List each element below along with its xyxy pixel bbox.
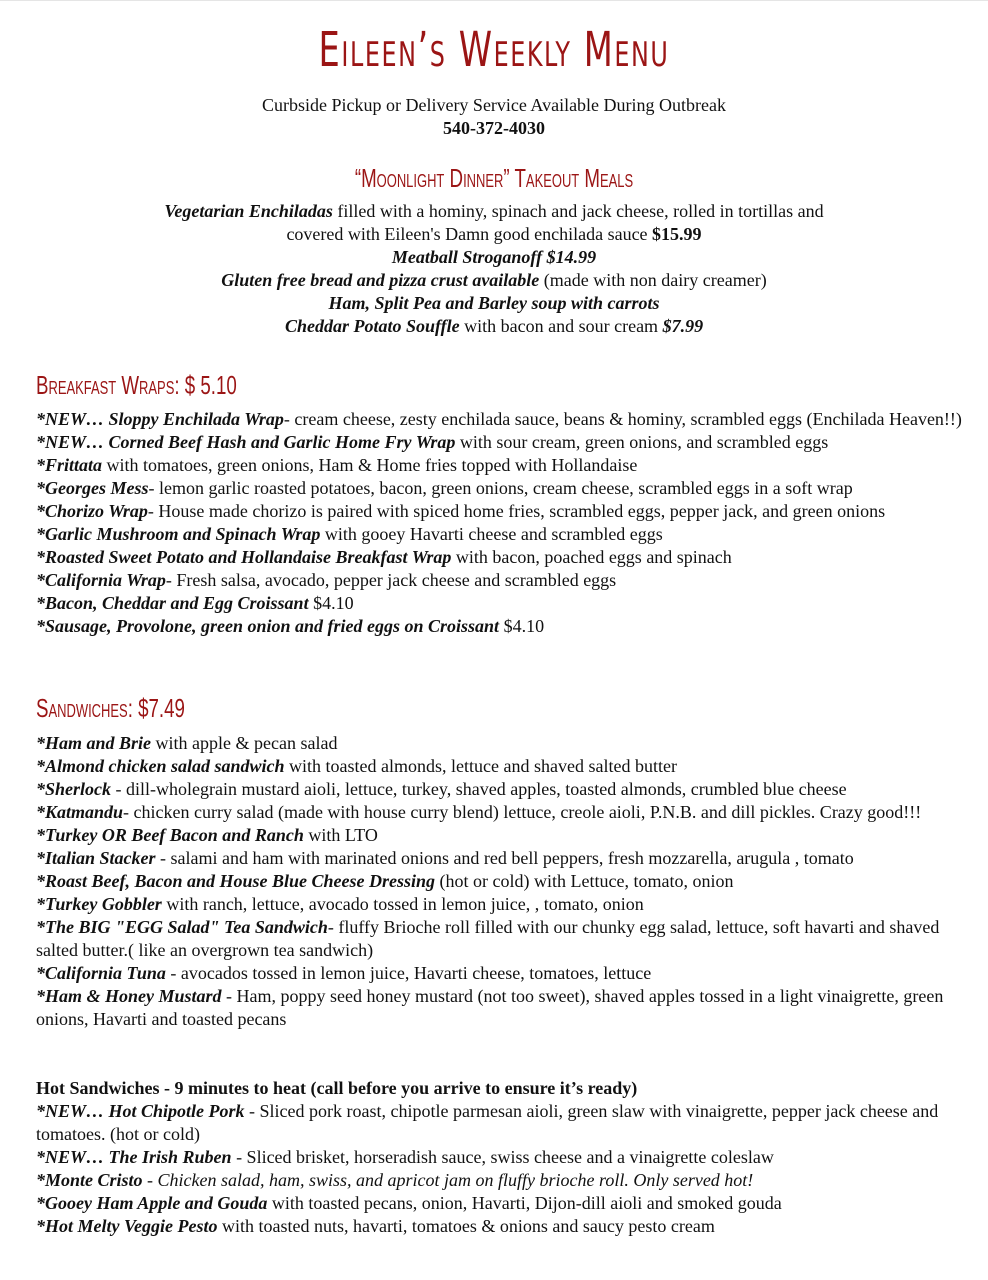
item-name: *Katmandu	[36, 802, 124, 822]
page-title: Eileen’s Weekly Menu	[318, 22, 670, 78]
list-item	[36, 431, 966, 454]
item-desc: with apple & pecan salad	[151, 733, 338, 753]
moonlight-item-gluten-free	[0, 269, 988, 292]
list-item	[36, 916, 966, 962]
item-desc: with toasted nuts, havarti, tomatoes & onions and saucy pesto cream	[217, 1216, 715, 1236]
item-price: $15.99	[652, 224, 702, 244]
list-item	[36, 755, 966, 778]
item-name: *California Wrap	[36, 570, 166, 590]
item-desc: with gooey Havarti cheese and scrambled eggs	[320, 524, 663, 544]
list-item	[36, 1100, 966, 1146]
item-desc: - cream cheese, zesty enchilada sauce, beans & hominy, scrambled eggs (Enchilada Heaven!!)	[283, 409, 962, 429]
item-desc: with toasted almonds, lettuce and shaved salted butter	[284, 756, 677, 776]
list-item	[36, 546, 966, 569]
item-name: *Hot Melty Veggie Pesto	[36, 1216, 218, 1236]
hot-sandwiches-heading: Hot Sandwiches - 9 minutes to heat (call before you arrive to ensure it’s ready)	[36, 1078, 638, 1098]
list-item	[36, 847, 966, 870]
list-item	[36, 408, 966, 431]
moonlight-item-stroganoff: Meatball Stroganoff $14.99	[391, 247, 597, 267]
list-item	[36, 523, 966, 546]
item-desc: $4.10	[308, 593, 354, 613]
list-item	[36, 985, 966, 1031]
item-name: *Sherlock	[36, 779, 112, 799]
hot-sandwiches-list	[36, 1077, 966, 1238]
item-desc: - Ham, poppy seed honey mustard (not too sweet), shaved apples tossed in a light vinaigrette, green onions, Havarti and toasted pecans	[36, 986, 944, 1029]
list-item	[36, 778, 966, 801]
item-desc: with tomatoes, green onions, Ham & Home fries topped with Hollandaise	[102, 455, 638, 475]
item-name: *Roasted Sweet Potato and Hollandaise Breakfast Wrap	[36, 547, 452, 567]
moonlight-dinner-heading: “Moonlight Dinner” Takeout Meals	[354, 163, 634, 193]
item-desc: (made with non dairy creamer)	[539, 270, 767, 290]
moonlight-item-souffle	[0, 315, 988, 338]
phone-number: 540-372-4030	[443, 118, 545, 138]
item-desc: - House made chorizo is paired with spiced home fries, scrambled eggs, pepper jack, and green onions	[147, 501, 886, 521]
item-name: *Italian Stacker	[36, 848, 156, 868]
item-name: Gluten free bread and pizza crust available	[221, 270, 540, 290]
item-desc: - Sliced pork roast, chipotle parmesan aioli, green slaw with vinaigrette, pepper jack cheese and tomatoes. (hot or cold)	[36, 1101, 939, 1144]
item-name: *Sausage, Provolone, green onion and fried eggs on Croissant	[36, 616, 500, 636]
list-item	[36, 1169, 966, 1192]
item-price: $7.99	[662, 316, 704, 336]
item-name: *Monte Cristo	[36, 1170, 143, 1190]
item-name: *Garlic Mushroom and Spinach Wrap	[36, 524, 321, 544]
item-desc: covered with Eileen's Damn good enchilada sauce	[286, 224, 653, 244]
item-desc: - salami and ham with marinated onions and red bell peppers, fresh mozzarella, arugula , tomato	[155, 848, 854, 868]
item-desc: with sour cream, green onions, and scrambled eggs	[455, 432, 829, 452]
item-name: *NEW… Hot Chipotle Pork	[36, 1101, 245, 1121]
sandwiches-heading: Sandwiches: $7.49	[36, 693, 185, 723]
item-desc: with ranch, lettuce, avocado tossed in lemon juice, , tomato, onion	[161, 894, 644, 914]
list-item	[36, 1215, 966, 1238]
item-name: *NEW… The Irish Ruben	[36, 1147, 232, 1167]
item-name: *Gooey Ham Apple and Gouda	[36, 1193, 268, 1213]
item-name: *Bacon, Cheddar and Egg Croissant	[36, 593, 309, 613]
service-subtitle: Curbside Pickup or Delivery Service Available During Outbreak	[261, 95, 727, 115]
list-item	[36, 1192, 966, 1215]
moonlight-item-enchiladas	[0, 200, 988, 223]
list-item	[36, 962, 966, 985]
item-name: *NEW… Sloppy Enchilada Wrap	[36, 409, 284, 429]
list-item	[36, 592, 966, 615]
moonlight-dinner-list	[0, 200, 988, 338]
sandwiches-list	[36, 732, 966, 1031]
item-name: *Chorizo Wrap	[36, 501, 148, 521]
item-desc: - chicken curry salad (made with house curry blend) lettuce, creole aioli, P.N.B. and dill pickles. Crazy good!!!	[123, 802, 922, 822]
list-item	[36, 801, 966, 824]
list-item	[36, 569, 966, 592]
item-desc: - dill-wholegrain mustard aioli, lettuce, turkey, shaved apples, toasted almonds, crumbled blue cheese	[111, 779, 847, 799]
list-item	[36, 870, 966, 893]
item-name: *Turkey OR Beef Bacon and Ranch	[36, 825, 304, 845]
item-name: *Frittata	[36, 455, 103, 475]
list-item	[36, 454, 966, 477]
breakfast-wraps-list	[36, 408, 966, 638]
item-desc: - avocados tossed in lemon juice, Havarti cheese, tomatoes, lettuce	[165, 963, 652, 983]
item-name: *Roast Beef, Bacon and House Blue Cheese Dressing	[36, 871, 436, 891]
list-item	[36, 615, 966, 638]
item-name: Cheddar Potato Souffle	[284, 316, 460, 336]
item-name: Vegetarian Enchiladas	[164, 201, 333, 221]
item-desc: (hot or cold) with Lettuce, tomato, onion	[435, 871, 734, 891]
list-item	[36, 1146, 966, 1169]
moonlight-item-enchiladas-cont	[0, 223, 988, 246]
top-divider	[0, 0, 988, 1]
item-desc: filled with a hominy, spinach and jack cheese, rolled in tortillas and	[332, 201, 824, 221]
moonlight-item-soup: Ham, Split Pea and Barley soup with carrots	[328, 293, 660, 313]
item-desc: - lemon garlic roasted potatoes, bacon, green onions, cream cheese, scrambled eggs in a soft wrap	[148, 478, 853, 498]
item-name: *Ham & Honey Mustard	[36, 986, 222, 1006]
item-desc: - fluffy Brioche roll filled with our chunky egg salad, lettuce, soft havarti and shaved salted butter.( like an overgrown tea sandwich)	[36, 917, 940, 960]
item-name: *Ham and Brie	[36, 733, 152, 753]
item-desc: with LTO	[303, 825, 378, 845]
item-desc: with bacon and sour cream	[459, 316, 663, 336]
item-desc: - Chicken salad, ham, swiss, and apricot jam on fluffy brioche roll. Only served hot!	[142, 1170, 754, 1190]
list-item	[36, 893, 966, 916]
item-desc: - Fresh salsa, avocado, pepper jack cheese and scrambled eggs	[165, 570, 617, 590]
list-item	[36, 732, 966, 755]
item-name: *NEW… Corned Beef Hash and Garlic Home Fry Wrap	[36, 432, 456, 452]
list-item	[36, 500, 966, 523]
item-name: *California Tuna	[36, 963, 166, 983]
item-desc: $4.10	[499, 616, 545, 636]
list-item	[36, 477, 966, 500]
item-name: *Turkey Gobbler	[36, 894, 162, 914]
item-name: *Georges Mess	[36, 478, 149, 498]
item-desc: with bacon, poached eggs and spinach	[451, 547, 732, 567]
item-name: *The BIG "EGG Salad" Tea Sandwich	[36, 917, 328, 937]
item-desc: with toasted pecans, onion, Havarti, Dijon-dill aioli and smoked gouda	[267, 1193, 782, 1213]
item-name: *Almond chicken salad sandwich	[36, 756, 285, 776]
list-item	[36, 824, 966, 847]
breakfast-wraps-heading: Breakfast Wraps: $ 5.10	[36, 370, 237, 400]
item-desc: - Sliced brisket, horseradish sauce, swiss cheese and a vinaigrette coleslaw	[231, 1147, 774, 1167]
